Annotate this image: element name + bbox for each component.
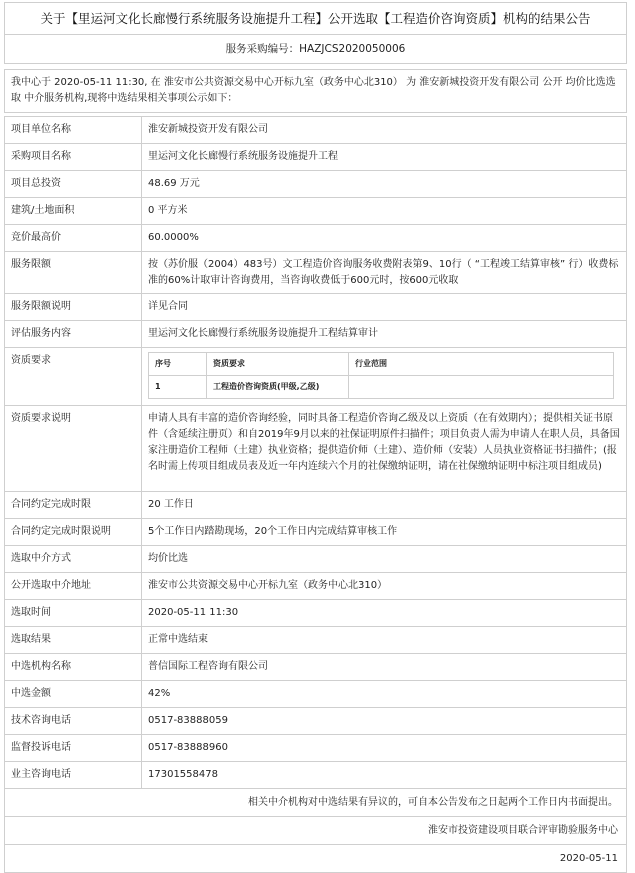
row-value: 详见合同 xyxy=(142,294,627,321)
row-value: 48.69 万元 xyxy=(142,171,627,198)
table-row xyxy=(5,519,627,546)
table-row xyxy=(5,406,627,492)
row-value: 淮安新城投资开发有限公司 xyxy=(142,117,627,144)
row-label: 资质要求 xyxy=(5,348,142,406)
table-row xyxy=(5,600,627,627)
cell xyxy=(349,376,614,399)
row-label: 选取结果 xyxy=(5,627,142,654)
row-value: 普信国际工程咨询有限公司 xyxy=(142,654,627,681)
intro-paragraph: 我中心于 2020-05-11 11:30, 在 淮安市公共资源交易中心开标九室（政务中心北310） 为 淮安新城投资开发有限公司 公开 均价比选选取 中介服务机构,现将中选结果相关事项公示如下： xyxy=(4,69,627,113)
row-label: 合同约定完成时限 xyxy=(5,492,142,519)
publish-date: 2020-05-11 xyxy=(4,845,627,873)
table-row xyxy=(5,321,627,348)
row-value: 里运河文化长廊慢行系统服务设施提升工程 xyxy=(142,144,627,171)
qualification-table xyxy=(148,352,614,399)
qualification-header-row xyxy=(149,353,614,376)
row-value: 申请人具有丰富的造价咨询经验，同时具备工程造价咨询乙级及以上资质（在有效期内）；提供相关证书原件（含延续注册页）和自2019年9月以来的社保证明原件扫描件；项目负责人需为申请人在职人员，具备国家注册造价工程师（土建）执业资格；提供造价师（土建）、造价师（安装）人员执业资格证书扫描件；(报名时需上传项目组成员表及近一年内连续六个月的社保缴纳证明，请在社保缴纳证明中标注项目组成员) xyxy=(142,406,627,492)
row-value: 正常中选结束 xyxy=(142,627,627,654)
row-value: 里运河文化长廊慢行系统服务设施提升工程结算审计 xyxy=(142,321,627,348)
row-label: 公开选取中介地址 xyxy=(5,573,142,600)
issuer-name: 淮安市投资建设项目联合评审勘验服务中心 xyxy=(4,817,627,845)
row-label: 服务限额 xyxy=(5,252,142,294)
qualification-row xyxy=(149,376,614,399)
announcement-page xyxy=(4,2,627,873)
row-value: 0 平方米 xyxy=(142,198,627,225)
row-label: 中选金额 xyxy=(5,681,142,708)
row-label: 服务限额说明 xyxy=(5,294,142,321)
row-label: 竞价最高价 xyxy=(5,225,142,252)
table-row xyxy=(5,573,627,600)
row-label: 采购项目名称 xyxy=(5,144,142,171)
table-row xyxy=(5,225,627,252)
row-label: 技术咨询电话 xyxy=(5,708,142,735)
row-label: 监督投诉电话 xyxy=(5,735,142,762)
row-value: 20 工作日 xyxy=(142,492,627,519)
row-label: 选取时间 xyxy=(5,600,142,627)
row-value xyxy=(142,348,627,406)
table-row xyxy=(5,735,627,762)
row-value: 0517-83888059 xyxy=(142,708,627,735)
row-value: 按（苏价服（2004）483号）文工程造价咨询服务收费附表第9、10行（ “工程竣工结算审核” 行）收费标准的60%计取审计咨询费用，当咨询收费低于600元时，按600元收取 xyxy=(142,252,627,294)
col-header: 资质要求 xyxy=(207,353,349,376)
row-value: 2020-05-11 11:30 xyxy=(142,600,627,627)
table-row xyxy=(5,117,627,144)
col-header: 序号 xyxy=(149,353,207,376)
table-row xyxy=(5,252,627,294)
col-header: 行业范围 xyxy=(349,353,614,376)
table-row xyxy=(5,492,627,519)
row-label: 业主咨询电话 xyxy=(5,762,142,789)
procurement-code: 服务采购编号：HAZJCS2020050006 xyxy=(4,35,627,64)
row-value: 0517-83888960 xyxy=(142,735,627,762)
table-row xyxy=(5,198,627,225)
table-row xyxy=(5,681,627,708)
cell: 1 xyxy=(149,376,207,399)
table-row xyxy=(5,654,627,681)
table-row xyxy=(5,144,627,171)
table-row xyxy=(5,294,627,321)
table-row xyxy=(5,546,627,573)
table-row xyxy=(5,762,627,789)
details-table xyxy=(4,116,627,789)
announcement-title: 关于【里运河文化长廊慢行系统服务设施提升工程】公开选取【工程造价咨询资质】机构的结果公告 xyxy=(4,2,627,35)
row-value: 5个工作日内踏勘现场，20个工作日内完成结算审核工作 xyxy=(142,519,627,546)
row-label: 中选机构名称 xyxy=(5,654,142,681)
row-label: 选取中介方式 xyxy=(5,546,142,573)
row-label: 资质要求说明 xyxy=(5,406,142,492)
row-value: 42% xyxy=(142,681,627,708)
table-row xyxy=(5,708,627,735)
row-value: 均价比选 xyxy=(142,546,627,573)
row-label: 合同约定完成时限说明 xyxy=(5,519,142,546)
table-row xyxy=(5,627,627,654)
row-label: 评估服务内容 xyxy=(5,321,142,348)
row-value: 17301558478 xyxy=(142,762,627,789)
row-label: 建筑/土地面积 xyxy=(5,198,142,225)
row-label: 项目总投资 xyxy=(5,171,142,198)
table-row xyxy=(5,348,627,406)
row-value: 淮安市公共资源交易中心开标九室（政务中心北310） xyxy=(142,573,627,600)
cell: 工程造价咨询资质(甲级,乙级) xyxy=(207,376,349,399)
row-label: 项目单位名称 xyxy=(5,117,142,144)
row-value: 60.0000% xyxy=(142,225,627,252)
objection-notice: 相关中介机构对中选结果有异议的，可自本公告发布之日起两个工作日内书面提出。 xyxy=(4,789,627,817)
table-row xyxy=(5,171,627,198)
